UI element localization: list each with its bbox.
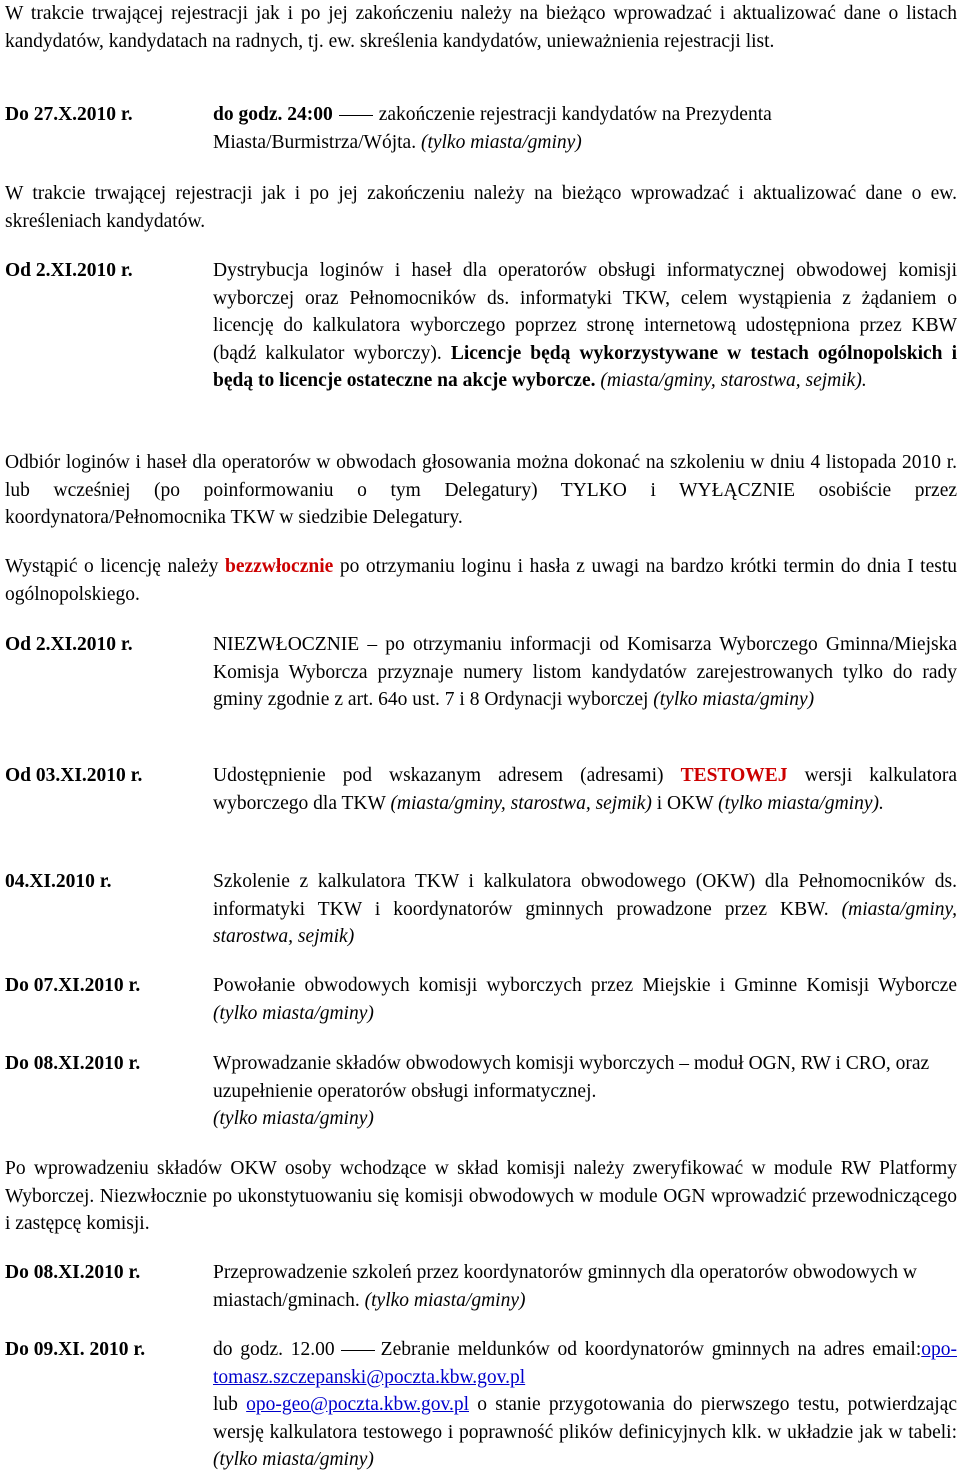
entry-date: Od 2.XI.2010 r. <box>5 260 133 281</box>
schedule-entry-2-xi-logins <box>5 257 957 427</box>
entry-date: Do 08.XI.2010 r. <box>5 1053 141 1074</box>
email-link-secondary[interactable]: opo-geo@poczta.kbw.gov.pl <box>246 1394 469 1415</box>
schedule-entry-09-xi <box>5 1336 957 1474</box>
entry-scope: (tylko miasta/gminy) <box>213 1108 374 1129</box>
entry-description <box>213 868 957 951</box>
entry-text-after: wersji kalkulatora wyborczego dla TKW <box>213 765 958 814</box>
paragraph-registration-updates <box>5 0 957 55</box>
entry-date: 04.XI.2010 r. <box>5 871 112 892</box>
entry-scope: (miasta/gminy, starostwa, sejmik) <box>213 898 957 947</box>
schedule-entry-07-xi <box>5 972 957 1028</box>
paragraph-license-request <box>5 553 957 608</box>
paragraph-login-pickup <box>5 449 957 532</box>
paragraph-text: Po wprowadzeniu składów OKW osoby wchodzące w skład komisji należy zweryfikować w module RW Platformy Wyborczej. Niezwłocznie po ukonstytuowaniu się komisji obwodowych w module OGN wprowadzić przewodniczącego i zastępcę komisji. <box>5 1158 957 1234</box>
entry-scope-secondary: (tylko miasta/gminy). <box>718 792 884 814</box>
entry-scope: (tylko miasta/gminy) <box>653 689 815 710</box>
entry-text: Przeprowadzenie szkoleń przez koordynatorów gminnych dla operatorów obwodowych w miastach/gminach. <box>213 1262 917 1311</box>
entry-time: do godz. 12.00 <box>213 1339 335 1360</box>
entry-text: Szkolenie z kalkulatora TKW i kalkulatora obwodowego (OKW) dla Pełnomocników ds. informatyki TKW i koordynatorów gminnych prowadzone przez KBW. <box>213 871 957 920</box>
entry-description <box>213 101 957 156</box>
entry-description <box>213 1050 957 1133</box>
highlight-word: bezzwłocznie <box>224 556 334 577</box>
entry-text: Dystrybucja loginów i haseł dla operatorów obsługi informatycznej obwodowej komisji wyborczej oraz Pełnomocników ds. informatyki TKW, celem wystąpienia z żądaniem o licencję do kalkulatora wyborczego poprzez stronę internetową udostępniona przez KBW (bądź kalkulator wyborczy). <box>213 260 957 364</box>
schedule-entry-27-x <box>5 101 957 161</box>
schedule-entry-08-xi-composition <box>5 1050 957 1134</box>
paragraph-text: W trakcie trwającej rejestracji jak i po jej zakończeniu należy na bieżąco wprowadzać i aktualizować dane o listach kandydatów, kandydatach na radnych, tj. ew. skreślenia kandydatów, unieważnienia rejestracji list. <box>5 3 957 52</box>
paragraph-text: Odbiór loginów i haseł dla operatorów w obwodach głosowania można dokonać na szkoleniu w dniu 4 listopada 2010 r. lub wcześniej (po poinformowaniu o tym Delegatury) TYLKO i WYŁĄCZNIE osobiście przez koordynatora/Pełnomocnika TKW w siedzibie Delegatury. <box>5 452 957 528</box>
entry-text-middle: i OKW <box>656 792 714 814</box>
entry-date: Do 27.X.2010 r. <box>5 104 133 125</box>
entry-description <box>213 1259 957 1314</box>
schedule-entry-08-xi-training <box>5 1259 957 1315</box>
schedule-entry-04-xi <box>5 868 957 952</box>
entry-bold-note: Licencje będą wykorzystywane w testach ogólnopolskich i będą to licencje ostateczne na akcje wyborcze. <box>213 342 957 391</box>
highlight-word: TESTOWEJ <box>680 765 788 786</box>
entry-or: lub <box>213 1394 238 1415</box>
entry-date: Od 03.XI.2010 r. <box>5 765 143 786</box>
entry-date: Do 08.XI.2010 r. <box>5 1262 141 1283</box>
email-link-primary[interactable]: opo-tomasz.szczepanski@poczta.kbw.gov.pl <box>213 1339 957 1388</box>
entry-text: NIEZWŁOCZNIE – po otrzymaniu informacji od Komisarza Wyborczego Gminna/Miejska Komisja Wyborcza przyznaje numery listom kandydatów zarejestrowanych tylko do rady gminy zgodnie z art. 64o ust. 7 i 8 Ordynacji wyborczej <box>213 634 957 710</box>
paragraph-text-after: po otrzymaniu loginu i hasła z uwagi na bardzo krótki termin do dnia I testu ogólnopolskiego. <box>5 556 957 605</box>
entry-description <box>213 762 957 817</box>
entry-description <box>213 1336 957 1474</box>
entry-scope: (miasta/gminy, starostwa, sejmik) <box>390 792 652 814</box>
entry-description <box>213 972 957 1027</box>
entry-scope: (miasta/gminy, starostwa, sejmik). <box>600 370 867 391</box>
entry-description <box>213 631 957 714</box>
schedule-entry-03-xi <box>5 762 957 846</box>
entry-date: Od 2.XI.2010 r. <box>5 634 133 655</box>
entry-scope: (tylko miasta/gminy) <box>420 131 582 153</box>
entry-scope: (tylko miasta/gminy) <box>213 1002 374 1024</box>
dash-separator <box>339 115 373 116</box>
entry-date: Do 07.XI.2010 r. <box>5 975 141 996</box>
entry-text: Wprowadzanie składów obwodowych komisji wyborczych – moduł OGN, RW i CRO, oraz uzupełnienie operatorów obsługi informatycznej. <box>213 1053 930 1102</box>
entry-date: Do 09.XI. 2010 r. <box>5 1339 146 1360</box>
paragraph-deletions <box>5 180 957 235</box>
entry-text-before: Udostępnienie pod wskazanym adresem (adresami) <box>213 765 664 786</box>
entry-time: do godz. 24:00 <box>213 104 333 125</box>
entry-text: zakończenie rejestracji kandydatów na Prezydenta Miasta/Burmistrza/Wójta. <box>213 104 772 153</box>
entry-text: Zebranie meldunków od koordynatorów gminnych na adres email: <box>380 1339 922 1360</box>
entry-description <box>213 257 957 395</box>
schedule-entry-2-xi-numbers <box>5 631 957 743</box>
entry-scope: (tylko miasta/gminy) <box>364 1289 526 1311</box>
paragraph-text-before: Wystąpić o licencję należy <box>5 556 219 577</box>
paragraph-text: W trakcie trwającej rejestracji jak i po jej zakończeniu należy na bieżąco wprowadzać i aktualizować dane o ew. skreśleniach kandydatów. <box>5 183 957 232</box>
entry-text-continued: o stanie przygotowania do pierwszego testu, potwierdzając wersję kalkulatora testowego i poprawność plików definicyjnych klk. w układzie jak w tabeli: <box>213 1394 958 1443</box>
paragraph-verification <box>5 1155 957 1238</box>
entry-text: Powołanie obwodowych komisji wyborczych przez Miejskie i Gminne Komisji Wyborcze <box>213 975 957 996</box>
entry-scope: (tylko miasta/gminy) <box>213 1449 374 1470</box>
dash-separator <box>341 1350 375 1351</box>
